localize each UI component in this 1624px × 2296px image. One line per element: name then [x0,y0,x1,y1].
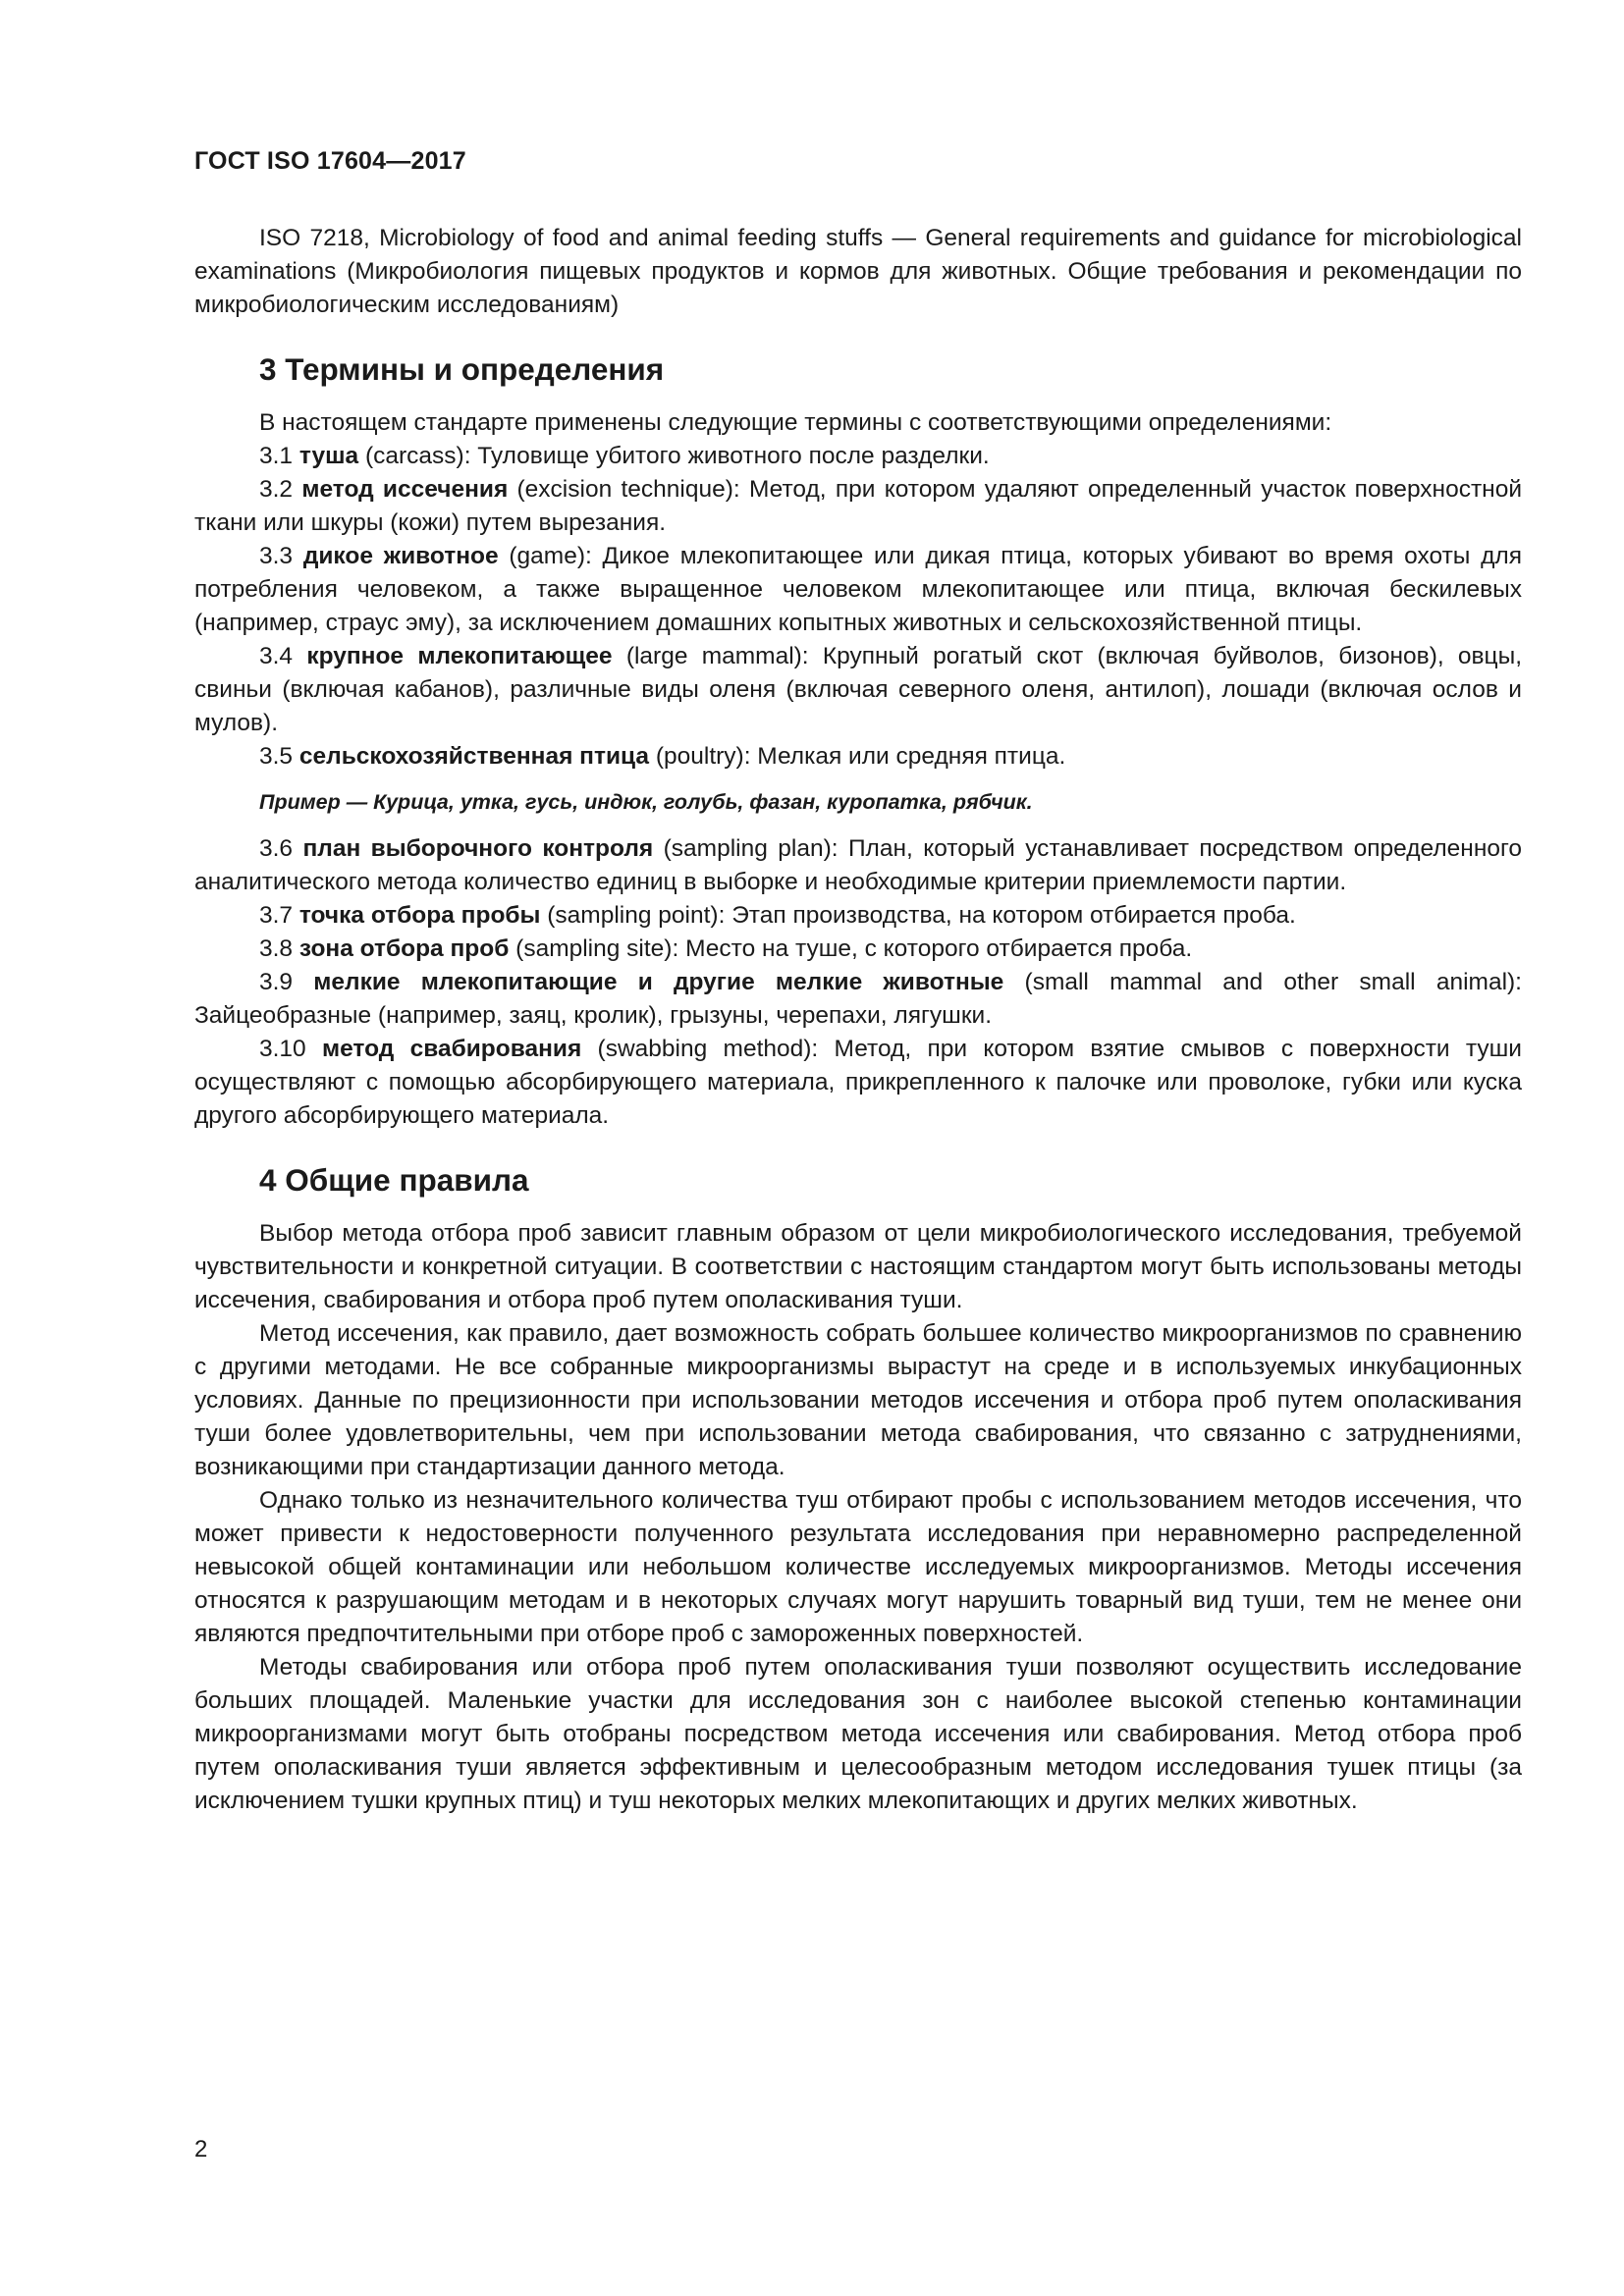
term-definition: (poultry): Мелкая или средняя птица. [649,743,1066,770]
section-4-paragraph: Выбор метода отбора проб зависит главным образом от цели микробиологического исследования, требуемой чувствительности и конкретной ситуации. В соответствии с настоящим стандартом могут быть использованы методы иссечения, свабирования и отбора проб путем ополаскивания туши. [194,1220,1522,1313]
section-4-paragraph: Методы свабирования или отбора проб путем ополаскивания туши позволяют осуществить исследование больших площадей. Маленькие участки для исследования зон с наиболее высокой степенью контаминации микроорганизмами могут быть отобраны посредством метода иссечения или свабирования. Метод отбора проб путем ополаскивания туши является эффективным и целесообразным методом исследования тушек птицы (за исключением тушки крупных птиц) и туш некоторых мелких млекопитающих и других мелких животных. [194,1654,1522,1814]
term-number: 3.4 [259,643,294,669]
normative-reference-iso-7218: ISO 7218, Microbiology of food and animal feeding stuffs — General requirements and guidance for microbiological examinations (Микробиология пищевых продуктов и кормов для животных. Общие требования и рекомендации по микробиологическим исследованиям) [194,225,1522,318]
term-number: 3.7 [259,902,294,929]
term-name: план выборочного контроля [302,835,654,862]
term-definition: (sampling point): Этап производства, на котором отбирается проба. [540,902,1296,929]
term-3-8 [194,933,1522,966]
term-name: точка отбора пробы [298,902,541,929]
term-number: 3.8 [259,935,294,962]
term-definition: (sampling site): Место на туше, с которого отбирается проба. [509,935,1193,962]
term-definition: (sampling plan): План, который устанавливает посредством определенного аналитического метода количество единиц в выборке и необходимые критерии приемлемости партии. [194,835,1522,895]
term-number: 3.5 [259,743,294,770]
term-number: 3.6 [259,835,294,862]
term-3-5 [194,740,1522,774]
term-3-9 [194,966,1522,1033]
term-number: 3.1 [259,443,294,469]
term-name: метод иссечения [301,476,509,503]
section-3-lead: В настоящем стандарте применены следующие термины с соответствующими определениями: [259,409,1332,436]
term-number: 3.3 [259,543,294,569]
term-name: метод свабирования [322,1036,582,1062]
term-definition: (game): Дикое млекопитающее или дикая птица, которых убивают во время охоты для потребления человеком, а также выращенное человеком млекопитающее или птица, включая бескилевых (например, страус эму), за исключением домашних копытных животных и сельскохозяйственной птицы. [194,543,1522,636]
term-3-2 [194,473,1522,540]
term-definition: (excision technique): Метод, при котором удаляют определенный участок поверхностной ткани или шкуры (кожи) путем вырезания. [194,476,1523,536]
term-3-1 [194,440,1522,473]
term-number: 3.2 [259,476,294,503]
term-definition: (small mammal and other small animal): Зайцеобразные (например, заяц, кролик), грызуны, черепахи, лягушки. [194,969,1522,1029]
section-4-paragraph: Однако только из незначительного количества туш отбирают пробы с использованием методов иссечения, что может привести к недостоверности полученного результата исследования при неравномерно распределенной невысокой общей контаминации или небольшом количестве исследуемых микроорганизмов. Методы иссечения относятся к разрушающим методам и в некоторых случаях могут нарушить товарный вид туши, тем не менее они являются предпочтительными при отборе проб с замороженных поверхностей. [194,1487,1522,1647]
section-4-title: 4 Общие правила [259,1162,529,1198]
section-4-paragraph: Метод иссечения, как правило, дает возможность собрать большее количество микроорганизмов по сравнению с другими методами. Не все собранные микроорганизмы вырастут на среде и в используемых инкубационных условиях. Данные по прецизионности при использовании методов иссечения и отбора проб путем ополаскивания туши более удовлетворительны, чем при использовании метода свабирования, что связанно с затруднениями, возникающими при стандартизации данного метода. [194,1320,1522,1480]
term-number: 3.9 [259,969,294,995]
poultry-example-note: Пример — Курица, утка, гусь, индюк, голубь, фазан, куропатка, рябчик. [259,790,1033,814]
term-definition: (carcass): Туловище убитого животного после разделки. [358,443,990,469]
term-name: дикое животное [302,543,499,569]
term-3-3 [194,540,1522,640]
term-number: 3.10 [259,1036,306,1062]
page-number: 2 [194,2136,208,2163]
document-body [194,222,1522,1818]
term-definition: (swabbing method): Метод, при котором взятие смывов с поверхности туши осуществляют с помощью абсорбирующего материала, прикрепленного к палочке или проволоке, губки или куска другого абсорбирующего материала. [194,1036,1522,1129]
term-3-4 [194,640,1522,740]
term-name: сельскохозяйственная птица [298,743,650,770]
term-3-6 [194,832,1522,899]
term-3-7 [194,899,1522,933]
term-name: зона отбора проб [298,935,510,962]
section-3-title: 3 Термины и определения [259,351,665,387]
term-3-10 [194,1033,1522,1133]
document-code-header: ГОСТ ISO 17604—2017 [194,147,466,175]
term-name: туша [298,443,359,469]
term-name: мелкие млекопитающие и другие мелкие животные [313,969,1004,995]
term-definition: (large mammal): Крупный рогатый скот (включая буйволов, бизонов), овцы, свиньи (включая кабанов), различные виды оленя (включая северного оленя, антилоп), лошади (включая ослов и мулов). [194,643,1523,736]
term-name: крупное млекопитающее [306,643,613,669]
